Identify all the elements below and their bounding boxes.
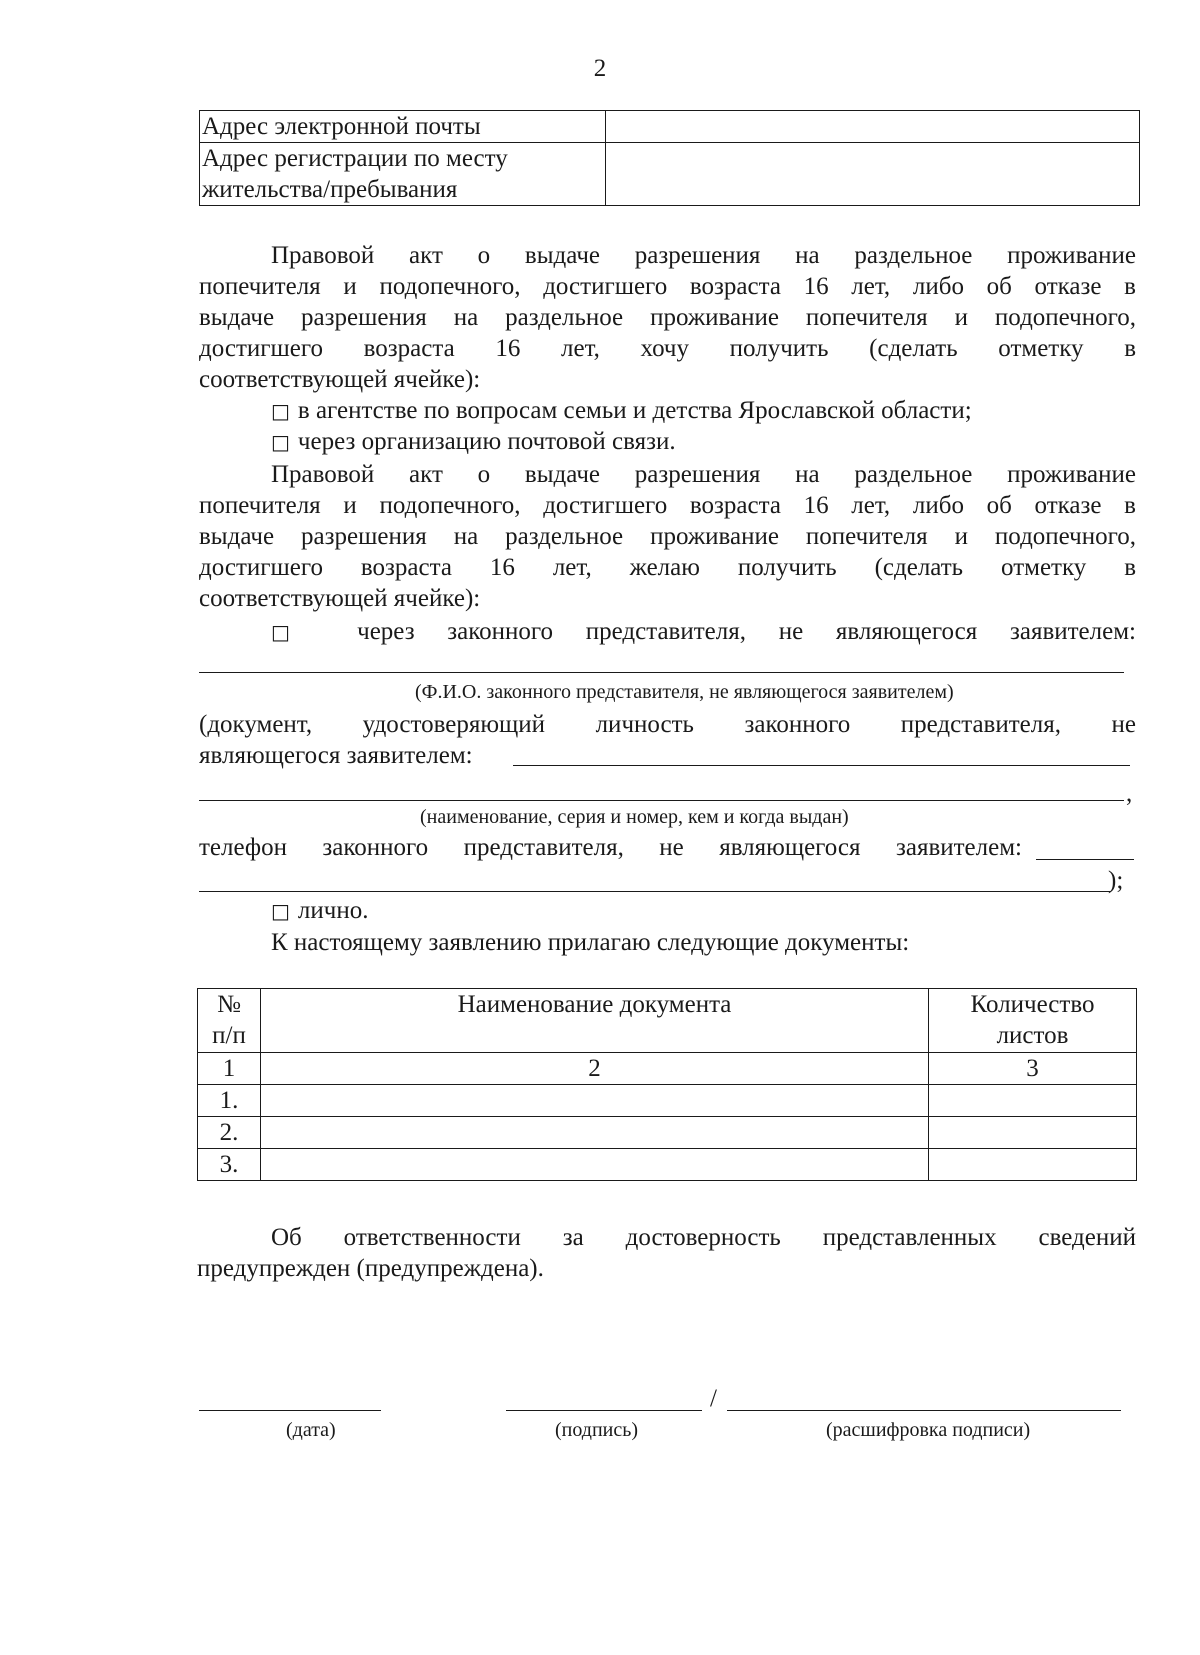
index-cell: 3 [929, 1053, 1137, 1085]
document-input-line-2[interactable] [199, 800, 1124, 801]
email-label-cell [200, 111, 606, 143]
row-count-cell[interactable] [929, 1149, 1137, 1181]
date-input-line[interactable] [199, 1410, 381, 1411]
documents-table [197, 988, 1137, 1181]
row-count-cell[interactable] [929, 1085, 1137, 1117]
header-number-line1: № [217, 991, 241, 1018]
header-count-line1: Количество [970, 991, 1095, 1018]
signature-slash: / [710, 1385, 717, 1412]
header-count-cell [929, 989, 1137, 1053]
email-value-cell[interactable] [606, 111, 1140, 143]
document-block [199, 709, 1136, 771]
option-agency-label: в агентстве по вопросам семьи и детства Ярославской области; [297, 397, 972, 424]
table-row [198, 1149, 1137, 1181]
option-post[interactable] [271, 426, 676, 458]
checkbox-icon[interactable]: □ [271, 899, 290, 923]
caption-document: (наименование, серия и номер, кем и когда выдан) [420, 806, 849, 828]
row-number-cell: 1. [198, 1085, 261, 1117]
option-post-label: через организацию почтовой связи. [297, 428, 676, 455]
paragraph-1-line: попечителя и подопечного, достигшего возраста 16 лет, либо об отказе в [199, 273, 1136, 300]
table-row [198, 1085, 1137, 1117]
documents-index-row [198, 1053, 1137, 1085]
registration-label-line1: Адрес регистрации по месту [202, 145, 508, 172]
contact-table [199, 110, 1140, 206]
signature-input-line[interactable] [506, 1410, 702, 1411]
checkbox-icon[interactable]: □ [271, 620, 317, 644]
option-representative-label: через законного представителя, не являющегося заявителем: [357, 618, 1136, 645]
table-row [198, 1117, 1137, 1149]
date-caption: (дата) [286, 1419, 336, 1441]
paragraph-1-line: Правовой акт о выдаче разрешения на раздельное проживание [271, 242, 1136, 269]
row-count-cell[interactable] [929, 1117, 1137, 1149]
attachments-intro: К настоящему заявлению прилагаю следующие документы: [271, 929, 910, 956]
option-personal[interactable] [271, 895, 368, 927]
checkbox-icon[interactable]: □ [271, 430, 290, 454]
header-name: Наименование документа [457, 991, 732, 1018]
index-cell: 1 [198, 1053, 261, 1085]
paragraph-2-line: достигшего возраста 16 лет, желаю получить (сделать отметку в [199, 554, 1136, 581]
header-name-cell [261, 989, 929, 1053]
email-label: Адрес электронной почты [202, 113, 481, 140]
paragraph-1 [199, 240, 1136, 395]
transcript-caption: (расшифровка подписи) [826, 1419, 1031, 1441]
row-name-cell[interactable] [261, 1085, 929, 1117]
paragraph-1-line: достигшего возраста 16 лет, хочу получить (сделать отметку в [199, 335, 1136, 362]
option-personal-label: лично. [297, 897, 369, 924]
paragraph-2-line: соответствующей ячейке): [199, 585, 481, 612]
phone-end-mark: ); [1108, 867, 1124, 894]
row-name-cell[interactable] [261, 1117, 929, 1149]
option-representative[interactable] [271, 616, 1136, 648]
document-line-2: являющегося заявителем: [199, 742, 473, 769]
phone-input-line-2[interactable] [199, 891, 1111, 892]
registration-label-line2: жительства/пребывания [202, 176, 458, 203]
paragraph-2-line: выдаче разрешения на раздельное проживание попечителя и подопечного, [199, 523, 1136, 550]
index-cell: 2 [261, 1053, 929, 1085]
responsibility-line-1: Об ответственности за достоверность представленных сведений [271, 1224, 1136, 1251]
phone-input-line-1[interactable] [1036, 859, 1134, 860]
transcript-input-line[interactable] [727, 1410, 1121, 1411]
signature-caption: (подпись) [555, 1419, 639, 1441]
paragraph-2-line: Правовой акт о выдаче разрешения на раздельное проживание [271, 461, 1136, 488]
paragraph-2 [199, 459, 1136, 614]
responsibility-line-2: предупрежден (предупреждена). [197, 1255, 544, 1282]
option-agency[interactable] [271, 395, 972, 427]
row-number-cell: 3. [198, 1149, 261, 1181]
document-input-line-1[interactable] [513, 765, 1130, 766]
comma-mark: , [1126, 780, 1133, 807]
registration-label-cell [200, 143, 606, 206]
document-line-1: (документ, удостоверяющий личность законного представителя, не [199, 711, 1136, 738]
paragraph-2-line: попечителя и подопечного, достигшего возраста 16 лет, либо об отказе в [199, 492, 1136, 519]
caption-fio: (Ф.И.О. законного представителя, не являющегося заявителем) [415, 681, 954, 703]
fio-input-line[interactable] [199, 672, 1124, 673]
page-number: 2 [593, 55, 607, 82]
header-count-line2: листов [996, 1022, 1069, 1049]
header-number-cell [198, 989, 261, 1053]
responsibility-statement [197, 1222, 1136, 1284]
row-name-cell[interactable] [261, 1149, 929, 1181]
paragraph-1-line: выдаче разрешения на раздельное проживание попечителя и подопечного, [199, 304, 1136, 331]
checkbox-icon[interactable]: □ [271, 399, 290, 423]
documents-table-header [198, 989, 1137, 1053]
header-number-line2: п/п [212, 1022, 246, 1049]
phone-line: телефон законного представителя, не являющегося заявителем: [199, 834, 1022, 861]
registration-value-cell[interactable] [606, 143, 1140, 206]
paragraph-1-line: соответствующей ячейке): [199, 366, 481, 393]
row-number-cell: 2. [198, 1117, 261, 1149]
